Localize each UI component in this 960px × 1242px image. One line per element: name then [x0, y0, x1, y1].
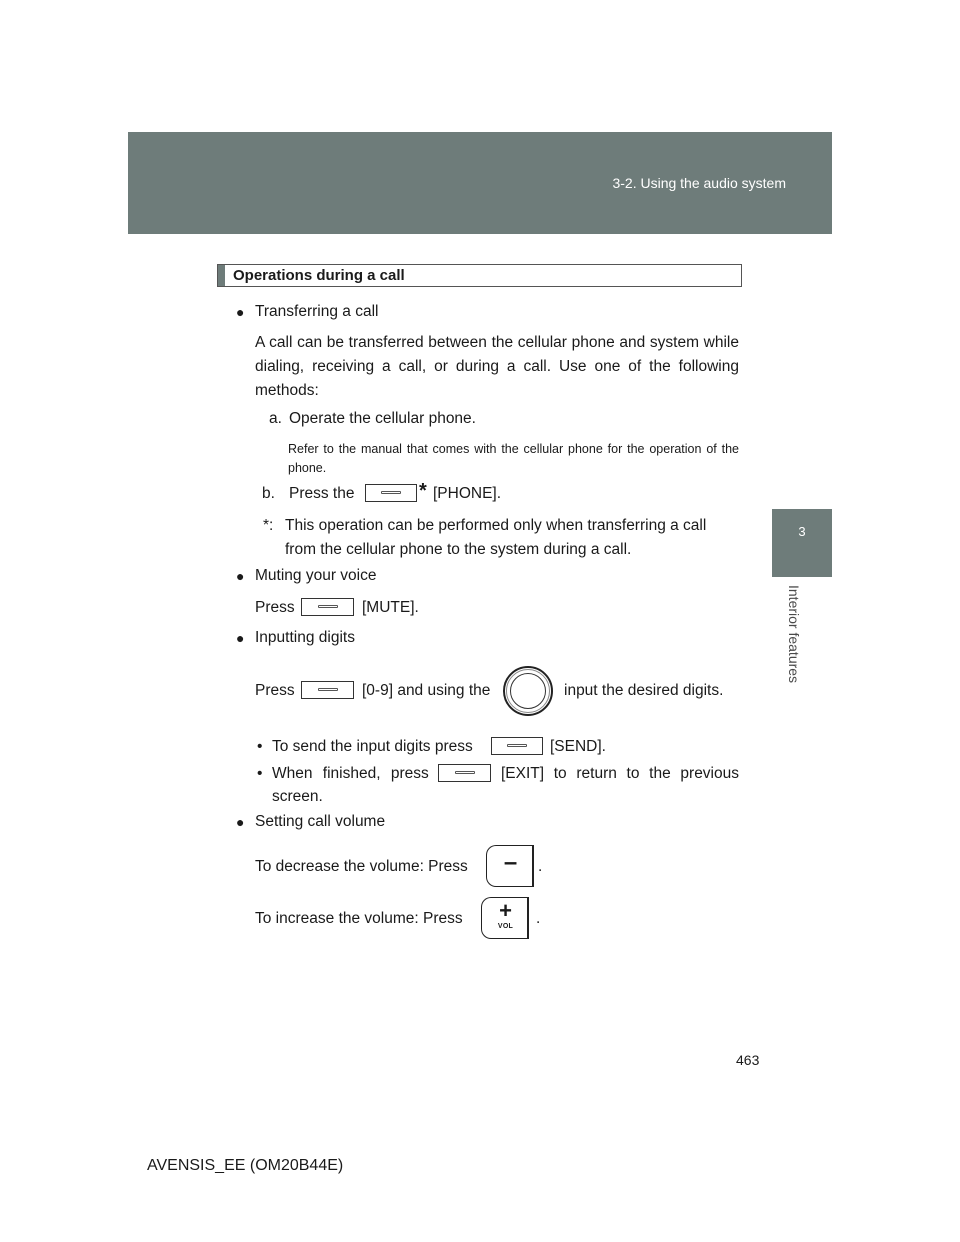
mute-prefix: Press — [255, 599, 295, 616]
bullet-icon: ● — [236, 630, 245, 646]
bullet-icon: ● — [236, 304, 245, 320]
phone-key-label: [PHONE]. — [433, 485, 502, 502]
mute-title: Muting your voice — [255, 567, 377, 584]
footnote-mark: *: — [263, 517, 274, 534]
volume-down-edge — [532, 845, 534, 887]
exit-suffix: [EXIT] to return to the previous — [501, 765, 739, 782]
section-heading: Operations during a call — [233, 267, 405, 284]
increase-period: . — [536, 910, 541, 927]
minus-glyph: – — [503, 849, 518, 876]
vol-label: VOL — [497, 923, 514, 930]
chapter-number: 3 — [798, 524, 806, 539]
section-title: 3-2. Using the audio system — [612, 175, 786, 191]
section-heading-box — [217, 264, 742, 287]
exit-continuation: screen. — [272, 788, 323, 805]
decrease-period: . — [538, 858, 543, 875]
increase-text: To increase the volume: Press — [255, 910, 463, 927]
tune-knob-icon — [503, 666, 553, 716]
digits-prefix: Press — [255, 682, 295, 699]
bullet-icon: ● — [236, 814, 245, 830]
digits-title: Inputting digits — [255, 629, 355, 646]
bullet-icon: ● — [236, 568, 245, 584]
header-band — [128, 132, 832, 234]
mute-key-label: [MUTE]. — [362, 599, 419, 616]
digits-suffix: input the desired digits. — [564, 682, 724, 699]
volume-title: Setting call volume — [255, 813, 386, 830]
option-b-letter: b. — [262, 485, 275, 502]
transfer-description: A call can be transferred between the cellular phone and system while dialing, receiving a call, or during a call. Use one of the following methods: — [255, 334, 739, 399]
send-key-label: [SEND]. — [550, 738, 606, 755]
dot-bullet: • — [257, 738, 263, 755]
plus-glyph: + — [499, 898, 512, 923]
digit-key-icon — [301, 681, 354, 699]
page-number: 463 — [736, 1052, 760, 1068]
digits-middle: [0-9] and using the — [362, 682, 491, 699]
footnote-text: This operation can be performed only when transferring a call from the cellular phone to the system during a call. — [285, 517, 707, 558]
volume-up-button-icon — [481, 897, 529, 939]
option-a-letter: a. — [269, 410, 282, 427]
phone-key-icon — [365, 484, 417, 502]
footnote — [263, 514, 740, 562]
decrease-text: To decrease the volume: Press — [255, 858, 468, 875]
footer-model: AVENSIS_EE (OM20B44E) — [147, 1157, 344, 1174]
option-a-text: Operate the cellular phone. — [289, 410, 476, 427]
send-key-icon — [491, 737, 543, 755]
volume-down-button-icon — [486, 845, 534, 887]
option-a-note: Refer to the manual that comes with the cellular phone for the operation of the phone. — [288, 442, 739, 475]
chapter-title: Interior features — [786, 585, 802, 684]
chapter-tab — [772, 509, 832, 577]
knob-center — [510, 673, 546, 709]
exit-key-icon — [438, 764, 491, 782]
mute-key-icon — [301, 598, 354, 616]
transfer-title: Transferring a call — [255, 303, 379, 320]
send-prefix: To send the input digits press — [272, 738, 473, 755]
exit-prefix: When finished, press — [272, 765, 429, 782]
dot-bullet: • — [257, 765, 263, 782]
volume-up-edge — [527, 897, 529, 939]
asterisk-mark: * — [419, 480, 427, 502]
heading-accent-bar — [218, 265, 225, 286]
option-b-prefix: Press the — [289, 485, 355, 502]
